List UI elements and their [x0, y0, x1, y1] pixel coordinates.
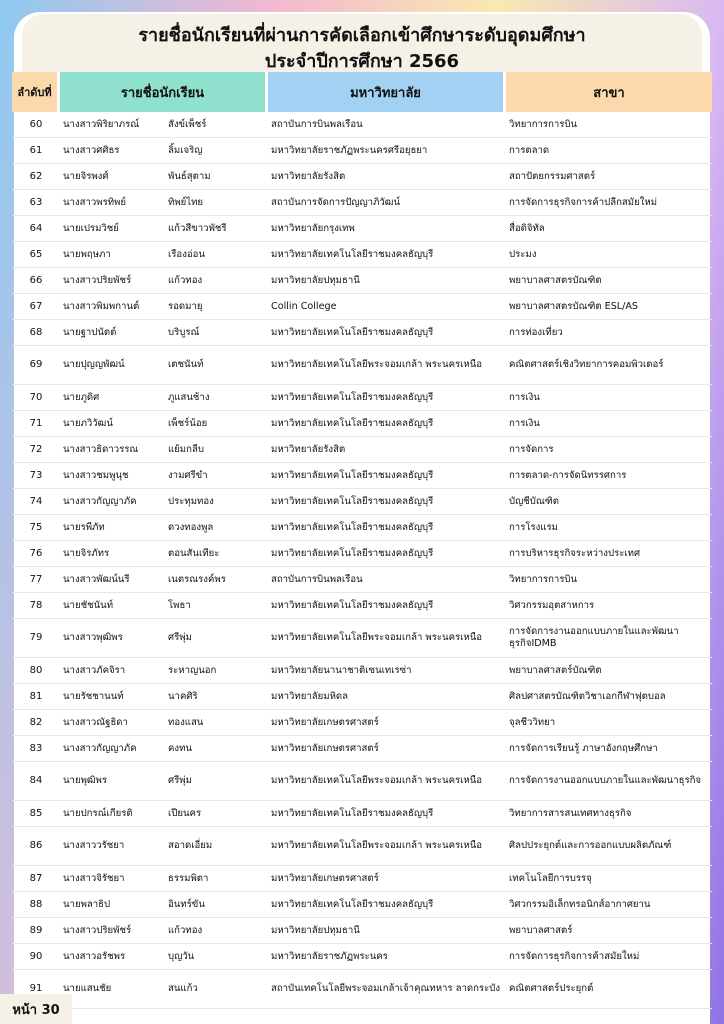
cell-no: 75 [12, 515, 60, 541]
table-row [12, 866, 712, 892]
cell-last-name: ทองแสน [165, 710, 268, 736]
cell-last-name: ตอนสันเทียะ [165, 541, 268, 567]
table-row [12, 411, 712, 437]
cell-last-name: เนตรณรงค์พร [165, 567, 268, 593]
cell-no: 80 [12, 658, 60, 684]
cell-last-name: ระหาญนอก [165, 658, 268, 684]
table-row [12, 489, 712, 515]
cell-university: มหาวิทยาลัยเทคโนโลยีพระจอมเกล้า พระนครเหนือ [268, 346, 506, 385]
cell-university: มหาวิทยาลัยเทคโนโลยีราชมงคลธัญบุรี [268, 242, 506, 268]
cell-first-name: นายจิรภัทร [60, 541, 165, 567]
cell-last-name: สังข์เพ็ชร์ [165, 112, 268, 138]
cell-major: พยาบาลศาสตร์บัณฑิต [506, 658, 712, 684]
table-row [12, 684, 712, 710]
cell-last-name: บริบูรณ์ [165, 320, 268, 346]
cell-last-name: งามศรีขำ [165, 463, 268, 489]
cell-no: 89 [12, 918, 60, 944]
cell-no: 74 [12, 489, 60, 515]
cell-university: มหาวิทยาลัยเทคโนโลยีราชมงคลธัญบุรี [268, 411, 506, 437]
cell-no: 79 [12, 619, 60, 658]
cell-first-name: นางสาวพรทิพย์ [60, 190, 165, 216]
cell-first-name: นายภูดิศ [60, 385, 165, 411]
cell-major: วิทยาการการบิน [506, 112, 712, 138]
cell-major: ศิลปประยุกต์และการออกแบบผลิตภัณฑ์ [506, 827, 712, 866]
cell-major: วิทยาการสารสนเทศทางธุรกิจ [506, 801, 712, 827]
cell-last-name: โพธา [165, 593, 268, 619]
cell-university: มหาวิทยาลัยราชภัฏพระนครศรีอยุธยา [268, 138, 506, 164]
cell-first-name: นายพฤษภา [60, 242, 165, 268]
cell-university: สถาบันการบินพลเรือน [268, 567, 506, 593]
table-header-row [12, 72, 712, 112]
cell-major: การจัดการเรียนรู้ ภาษาอังกฤษศึกษา [506, 736, 712, 762]
cell-first-name: นางสาวพิริยาภรณ์ [60, 112, 165, 138]
cell-no: 81 [12, 684, 60, 710]
cell-no: 87 [12, 866, 60, 892]
table-row [12, 112, 712, 138]
cell-university: มหาวิทยาลัยเทคโนโลยีราชมงคลธัญบุรี [268, 593, 506, 619]
cell-no: 62 [12, 164, 60, 190]
cell-major: การจัดการงานออกแบบภายในและพัฒนาธุรกิจIDMB [506, 619, 712, 658]
cell-major: การจัดการงานออกแบบภายในและพัฒนาธุรกิจ [506, 762, 712, 801]
table-row [12, 710, 712, 736]
cell-major: คณิตศาสตร์เชิงวิทยาการคอมพิวเตอร์ [506, 346, 712, 385]
cell-no: 72 [12, 437, 60, 463]
table-row [12, 944, 712, 970]
cell-university: มหาวิทยาลัยเทคโนโลยีราชมงคลธัญบุรี [268, 801, 506, 827]
cell-no: 83 [12, 736, 60, 762]
cell-major: สถาปัตยกรรมศาสตร์ [506, 164, 712, 190]
cell-university: มหาวิทยาลัยเทคโนโลยีราชมงคลธัญบุรี [268, 489, 506, 515]
cell-university: มหาวิทยาลัยเทคโนโลยีราชมงคลธัญบุรี [268, 515, 506, 541]
cell-no: 66 [12, 268, 60, 294]
cell-major: การท่องเที่ยว [506, 320, 712, 346]
cell-last-name: บุญวัน [165, 944, 268, 970]
cell-first-name: นางสาวปริยพัชร์ [60, 268, 165, 294]
cell-university: Collin College [268, 294, 506, 320]
cell-last-name: พันธ์สุตาม [165, 164, 268, 190]
cell-major: วิศวกรรมอิเล็กทรอนิกส์อากาศยาน [506, 892, 712, 918]
cell-no: 86 [12, 827, 60, 866]
cell-major: บัญชีบัณฑิต [506, 489, 712, 515]
cell-first-name: นางสาวภัคจิรา [60, 658, 165, 684]
cell-first-name: นางสาวณัฐธิดา [60, 710, 165, 736]
cell-last-name: นาคศิริ [165, 684, 268, 710]
cell-major: วิทยาการการบิน [506, 567, 712, 593]
cell-university: มหาวิทยาลัยเทคโนโลยีราชมงคลธัญบุรี [268, 463, 506, 489]
cell-major: คณิตศาสตร์ประยุกต์ [506, 970, 712, 1009]
cell-major: การจัดการธุรกิจการค้าสมัยใหม่ [506, 944, 712, 970]
table-row [12, 294, 712, 320]
header-university: มหาวิทยาลัย [268, 72, 506, 112]
header-no: ลำดับที่ [12, 72, 60, 112]
table-row [12, 593, 712, 619]
cell-first-name: นายปกรณ์เกียรติ [60, 801, 165, 827]
cell-university: มหาวิทยาลัยเกษตรศาสตร์ [268, 736, 506, 762]
cell-no: 61 [12, 138, 60, 164]
cell-university: มหาวิทยาลัยรังสิต [268, 164, 506, 190]
cell-university: สถาบันการบินพลเรือน [268, 112, 506, 138]
cell-last-name: เปียนคร [165, 801, 268, 827]
cell-major: พยาบาลศาสตรบัณฑิต ESL/AS [506, 294, 712, 320]
cell-first-name: นางสาววรัชยา [60, 827, 165, 866]
table-row [12, 242, 712, 268]
cell-major: การเงิน [506, 385, 712, 411]
cell-first-name: นายเปรมวิชย์ [60, 216, 165, 242]
cell-no: 67 [12, 294, 60, 320]
cell-first-name: นางสาวชมพูนุช [60, 463, 165, 489]
cell-major: การบริหารธุรกิจระหว่างประเทศ [506, 541, 712, 567]
page-subtitle: ประจำปีการศึกษา 2566 [264, 51, 460, 72]
cell-university: สถาบันเทคโนโลยีพระจอมเกล้าเจ้าคุณทหาร ลาดกระบัง [268, 970, 506, 1009]
cell-university: มหาวิทยาลัยเกษตรศาสตร์ [268, 710, 506, 736]
cell-no: 91 [12, 970, 60, 1009]
cell-major: ศิลปศาสตรบัณฑิตวิชาเอกกีฬาฟุตบอล [506, 684, 712, 710]
cell-no: 88 [12, 892, 60, 918]
cell-no: 64 [12, 216, 60, 242]
cell-first-name: นางสาวพัฒน์นรี [60, 567, 165, 593]
cell-first-name: นายจิรพงศ์ [60, 164, 165, 190]
table-row [12, 567, 712, 593]
cell-last-name: ธรรมพิตา [165, 866, 268, 892]
cell-major: วิศวกรรมอุตสาหการ [506, 593, 712, 619]
cell-last-name: สอาดเอี่ยม [165, 827, 268, 866]
cell-university: มหาวิทยาลัยเทคโนโลยีราชมงคลธัญบุรี [268, 385, 506, 411]
cell-university: มหาวิทยาลัยเทคโนโลยีพระจอมเกล้า พระนครเหนือ [268, 827, 506, 866]
cell-last-name: เพ็ชร์น้อย [165, 411, 268, 437]
cell-university: มหาวิทยาลัยมหิดล [268, 684, 506, 710]
cell-first-name: นายภวิวัฒน์ [60, 411, 165, 437]
cell-university: มหาวิทยาลัยเทคโนโลยีราชมงคลธัญบุรี [268, 320, 506, 346]
cell-no: 63 [12, 190, 60, 216]
table-row [12, 385, 712, 411]
cell-first-name: นางสาวพิมพกานต์ [60, 294, 165, 320]
header-name: รายชื่อนักเรียน [60, 72, 268, 112]
cell-last-name: รอดมายุ [165, 294, 268, 320]
table-row [12, 190, 712, 216]
table-row [12, 736, 712, 762]
cell-major: สื่อดิจิทัล [506, 216, 712, 242]
cell-major: ประมง [506, 242, 712, 268]
cell-first-name: นายรัชชานนท์ [60, 684, 165, 710]
table-row [12, 138, 712, 164]
cell-first-name: นายชัชนันท์ [60, 593, 165, 619]
cell-university: มหาวิทยาลัยเกษตรศาสตร์ [268, 866, 506, 892]
cell-first-name: นางสาวกัญญาภัค [60, 736, 165, 762]
table-row [12, 619, 712, 658]
cell-major: เทคโนโลยีการบรรจุ [506, 866, 712, 892]
table-row [12, 970, 712, 1009]
table-row [12, 320, 712, 346]
cell-major: การโรงแรม [506, 515, 712, 541]
cell-major: พยาบาลศาสตรบัณฑิต [506, 268, 712, 294]
cell-last-name: ศรีพุ่ม [165, 762, 268, 801]
table-row [12, 463, 712, 489]
table-row [12, 346, 712, 385]
cell-last-name: อินทร์ขัน [165, 892, 268, 918]
table-row [12, 658, 712, 684]
cell-last-name: ลิ้มเจริญ [165, 138, 268, 164]
table-row [12, 541, 712, 567]
cell-first-name: นางสาวศศิธร [60, 138, 165, 164]
cell-university: มหาวิทยาลัยปทุมธานี [268, 918, 506, 944]
cell-no: 70 [12, 385, 60, 411]
cell-first-name: นางสาวธิดาวรรณ [60, 437, 165, 463]
cell-no: 77 [12, 567, 60, 593]
cell-last-name: เรืองอ่อน [165, 242, 268, 268]
cell-first-name: นายปุญญพัฒน์ [60, 346, 165, 385]
cell-no: 78 [12, 593, 60, 619]
cell-no: 68 [12, 320, 60, 346]
cell-last-name: แก้วสีขาวพัชรี [165, 216, 268, 242]
table-row [12, 437, 712, 463]
cell-first-name: นายรพีภัท [60, 515, 165, 541]
cell-no: 90 [12, 944, 60, 970]
cell-no: 69 [12, 346, 60, 385]
table-row [12, 827, 712, 866]
table-row [12, 216, 712, 242]
cell-last-name: แก้วทอง [165, 268, 268, 294]
cell-first-name: นายพุฒิพร [60, 762, 165, 801]
header-major: สาขา [506, 72, 712, 112]
table-row [12, 268, 712, 294]
cell-no: 71 [12, 411, 60, 437]
cell-no: 82 [12, 710, 60, 736]
table-row [12, 164, 712, 190]
cell-no: 76 [12, 541, 60, 567]
table-row [12, 515, 712, 541]
cell-major: การตลาด [506, 138, 712, 164]
table-row [12, 801, 712, 827]
cell-university: มหาวิทยาลัยปทุมธานี [268, 268, 506, 294]
cell-first-name: นางสาวจิรัชยา [60, 866, 165, 892]
student-table [12, 72, 712, 1009]
cell-no: 85 [12, 801, 60, 827]
cell-first-name: นางสาวปริยพัชร์ [60, 918, 165, 944]
page-number: หน้า 30 [0, 994, 72, 1024]
cell-last-name: สนแก้ว [165, 970, 268, 1009]
cell-last-name: ประทุมทอง [165, 489, 268, 515]
cell-university: มหาวิทยาลัยเทคโนโลยีพระจอมเกล้า พระนครเหนือ [268, 619, 506, 658]
cell-first-name: นายแสนชัย [60, 970, 165, 1009]
cell-last-name: แย้มกลีบ [165, 437, 268, 463]
cell-no: 65 [12, 242, 60, 268]
cell-major: จุลชีววิทยา [506, 710, 712, 736]
cell-last-name: คงทน [165, 736, 268, 762]
cell-no: 60 [12, 112, 60, 138]
cell-first-name: นางสาวอรัชพร [60, 944, 165, 970]
page-title: รายชื่อนักเรียนที่ผ่านการคัดเลือกเข้าศึกษาระดับอุดมศึกษา [138, 25, 586, 46]
cell-university: สถาบันการจัดการปัญญาภิวัฒน์ [268, 190, 506, 216]
cell-university: มหาวิทยาลัยนานาชาติเซนเทเรซ่า [268, 658, 506, 684]
cell-university: มหาวิทยาลัยเทคโนโลยีพระจอมเกล้า พระนครเหนือ [268, 762, 506, 801]
cell-no: 84 [12, 762, 60, 801]
cell-university: มหาวิทยาลัยกรุงเทพ [268, 216, 506, 242]
cell-no: 73 [12, 463, 60, 489]
cell-major: การตลาด-การจัดนิทรรศการ [506, 463, 712, 489]
cell-last-name: ภูแสนช้าง [165, 385, 268, 411]
cell-university: มหาวิทยาลัยรังสิต [268, 437, 506, 463]
cell-major: การเงิน [506, 411, 712, 437]
cell-last-name: เตชนันท์ [165, 346, 268, 385]
cell-major: การจัดการ [506, 437, 712, 463]
cell-first-name: นางสาวพุฒิพร [60, 619, 165, 658]
cell-first-name: นางสาวกัญญาภัค [60, 489, 165, 515]
cell-last-name: ดวงทองพูล [165, 515, 268, 541]
cell-major: การจัดการธุรกิจการค้าปลีกสมัยใหม่ [506, 190, 712, 216]
cell-first-name: นายฐาปนัตต์ [60, 320, 165, 346]
cell-major: พยาบาลศาสตร์ [506, 918, 712, 944]
table-row [12, 762, 712, 801]
cell-last-name: ทิพย์ไทย [165, 190, 268, 216]
table-row [12, 892, 712, 918]
cell-last-name: ศรีพุ่ม [165, 619, 268, 658]
table-row [12, 918, 712, 944]
cell-university: มหาวิทยาลัยราชภัฏพระนคร [268, 944, 506, 970]
cell-last-name: แก้วทอง [165, 918, 268, 944]
cell-university: มหาวิทยาลัยเทคโนโลยีราชมงคลธัญบุรี [268, 892, 506, 918]
cell-university: มหาวิทยาลัยเทคโนโลยีราชมงคลธัญบุรี [268, 541, 506, 567]
cell-first-name: นายพลาธิป [60, 892, 165, 918]
